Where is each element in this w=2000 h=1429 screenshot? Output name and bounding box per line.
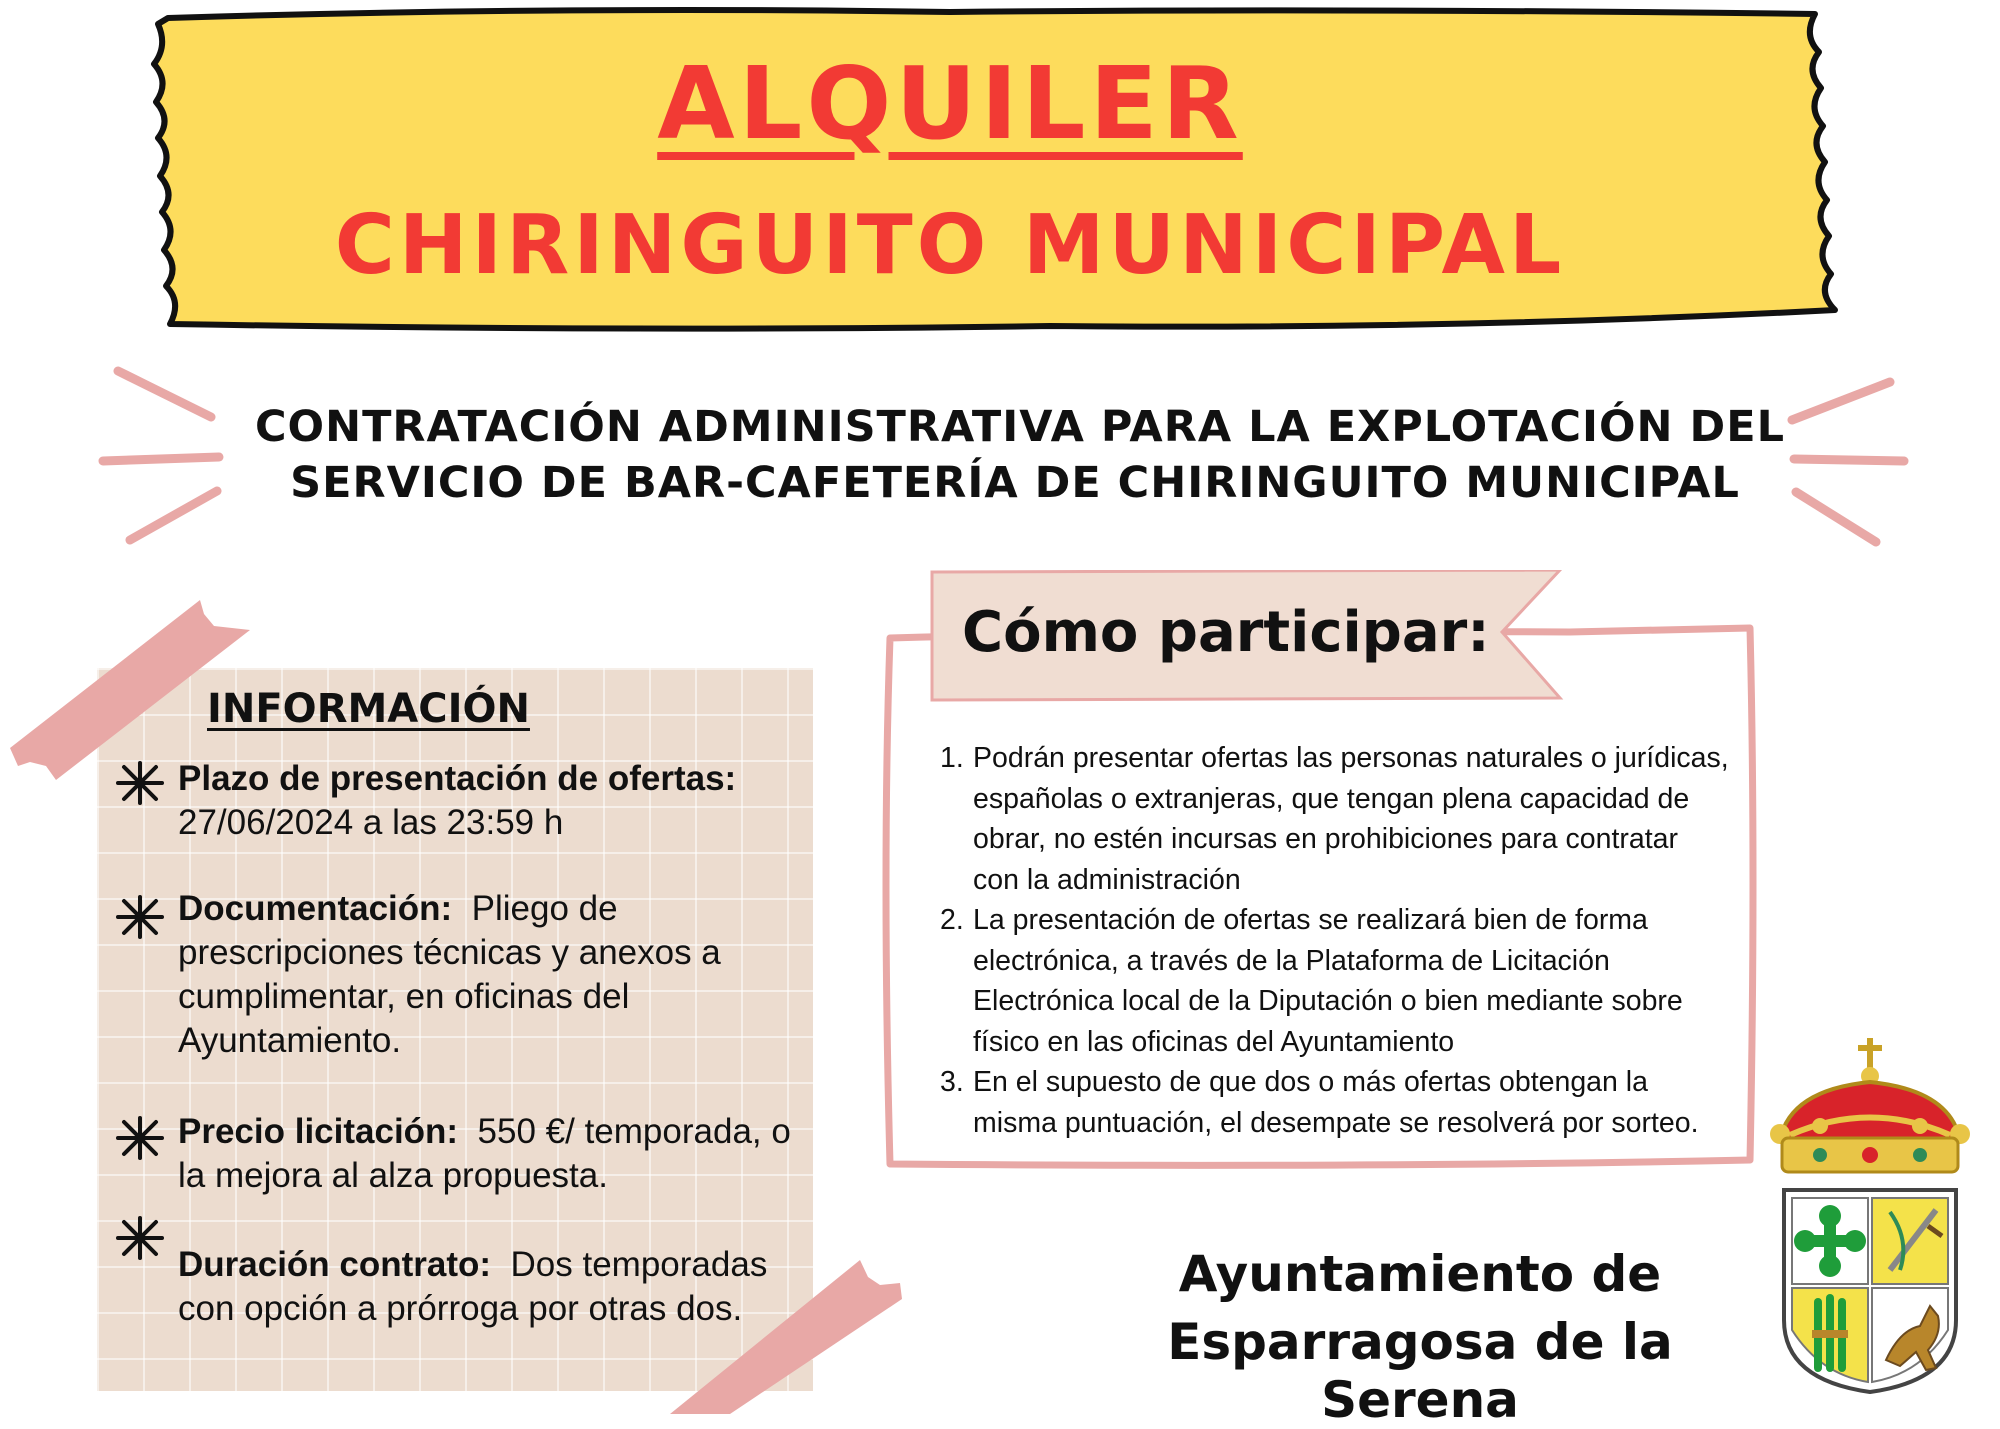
list-item-text: La presentación de ofertas se realizará bien de forma electrónica, a través de la Plataforma de Licitación Electrónica local de la Diputación o bien mediante sobre físico en las oficinas del Ayuntamiento (973, 904, 1683, 1058)
info-item-text: Pliego de prescripciones técnicas y anexos a cumplimentar, en oficinas del Ayuntamiento. (178, 889, 721, 1060)
asterisk-icon (112, 889, 168, 945)
list-item-text: Podrán presentar ofertas las personas naturales o jurídicas, españolas o extranjeras, que tengan plena capacidad de obrar, no estén incursas en prohibiciones para contratar con la administración (973, 742, 1729, 896)
asterisk-icon (112, 1110, 168, 1166)
info-item-price (178, 1110, 798, 1198)
info-item-label: Plazo de presentación de ofertas: (178, 759, 737, 798)
emphasis-strokes-left (95, 355, 235, 555)
subtitle-line-1: CONTRATACIÓN ADMINISTRATIVA PARA LA EXPLOTACIÓN DEL (255, 402, 1785, 452)
asterisk-icon (112, 1210, 168, 1266)
list-item (940, 1062, 1730, 1143)
main-title: ALQUILER (657, 45, 1243, 162)
info-item-label: Duración contrato: (178, 1245, 492, 1284)
info-item-deadline (178, 757, 798, 845)
info-item-duration (178, 1243, 798, 1331)
asterisk-icon (112, 755, 168, 811)
list-item-text: En el supuesto de que dos o más ofertas obtengan la misma puntuación, el desempate se resolverá por sorteo. (973, 1066, 1699, 1139)
list-item-number: 2. (940, 904, 964, 936)
footer-line-2: Esparragosa de la Serena (1167, 1313, 1673, 1429)
list-item-number: 1. (940, 742, 964, 774)
info-item-label: Documentación: (178, 889, 453, 928)
coat-of-arms-icon (1760, 1030, 1980, 1400)
info-item-text: Dos temporadas con opción a prórroga por otras dos. (178, 1245, 768, 1328)
info-item-text: 27/06/2024 a las 23:59 h (178, 803, 564, 842)
info-item-label: Precio licitación: (178, 1112, 459, 1151)
footer-line-1: Ayuntamiento de (1178, 1245, 1662, 1303)
info-item-text: 550 €/ temporada, o la mejora al alza propuesta. (178, 1112, 791, 1195)
list-item (940, 738, 1730, 900)
info-heading: INFORMACIÓN (207, 686, 530, 732)
list-item-number: 3. (940, 1066, 964, 1098)
participate-heading: Cómo participar: (962, 600, 1490, 665)
list-item (940, 900, 1730, 1062)
main-subtitle: CHIRINGUITO MUNICIPAL (334, 198, 1566, 293)
info-item-documentation (178, 887, 798, 1063)
participate-steps (940, 738, 1730, 1143)
subtitle-line-2: SERVICIO DE BAR-CAFETERÍA DE CHIRINGUITO MUNICIPAL (290, 458, 1740, 508)
